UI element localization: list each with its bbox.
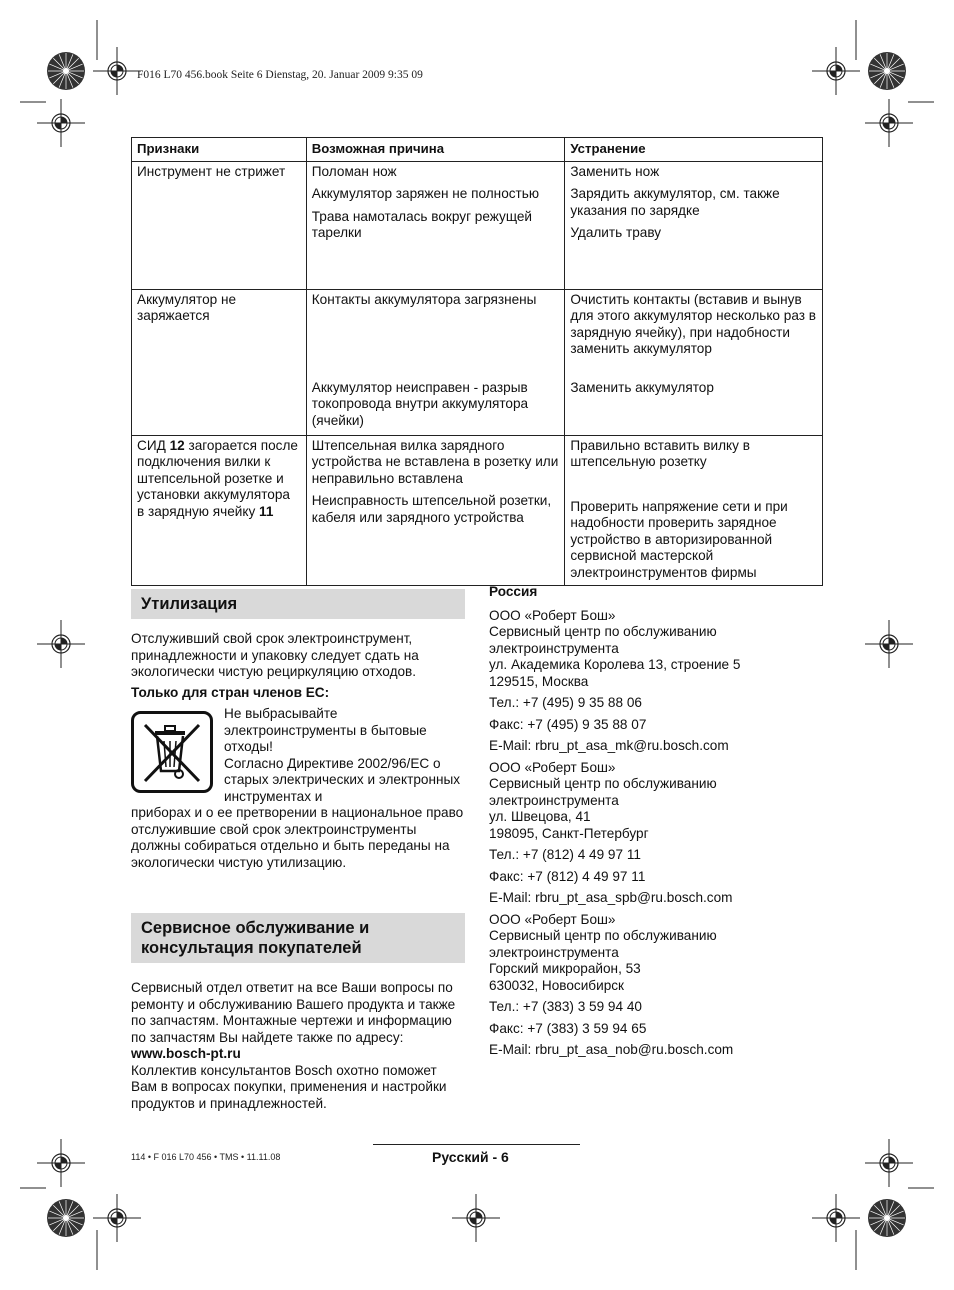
symptom-text: Аккумулятор не заряжается xyxy=(137,291,237,323)
column-header-symptoms: Признаки xyxy=(132,138,307,162)
led-number: 12 xyxy=(169,437,185,453)
fix-cell xyxy=(565,435,823,586)
company-name: ООО «Роберт Бош» xyxy=(489,607,616,623)
russia-service-centers xyxy=(489,584,823,1059)
symptom-cell xyxy=(132,161,307,289)
fix-cell xyxy=(565,161,823,289)
center-name: Сервисный центр по обслуживанию электроинструмента xyxy=(489,928,717,960)
fix-text: Проверить напряжение сети и при надобности проверить зарядное устройство в авторизированной сервисной мастерской электроинструментов фирмы xyxy=(570,498,788,580)
symptom-text: Инструмент не стрижет xyxy=(137,163,286,179)
footer-divider xyxy=(373,1144,580,1145)
service-section xyxy=(131,913,465,1112)
table-header-row xyxy=(132,138,823,162)
cause-text: Штепсельная вилка зарядного устройства не вставлена в розетку или неправильно вставлена xyxy=(311,437,559,486)
weee-continued: приборах и о ее претворении в национальное право отслужившие свой срок электроинструменты должны собираться отдельно и быть переданы на экологически чистую утилизацию. xyxy=(131,805,464,870)
fix-cell xyxy=(565,289,823,435)
fax-number: Факс: +7 (495) 9 35 88 07 xyxy=(489,716,647,732)
weee-warning: Не выбрасывайте электроинструменты в бытовые отходы! xyxy=(224,706,427,754)
fix-text: Заменить аккумулятор xyxy=(570,379,714,395)
fix-text: Удалить траву xyxy=(570,225,662,240)
service-heading-line: Сервисное обслуживание и xyxy=(141,919,370,937)
street-address: ул. Академика Королева 13, строение 5 xyxy=(489,657,741,672)
symptom-cell xyxy=(132,435,307,586)
cause-text: Трава намоталась вокруг режущей тарелки xyxy=(311,208,532,240)
phone-number: Тел.: +7 (812) 4 49 97 11 xyxy=(489,847,641,862)
cause-cell xyxy=(306,435,565,586)
table-row xyxy=(132,161,823,289)
fix-text: Заменить нож xyxy=(570,163,660,179)
charger-slot-number: 11 xyxy=(259,503,274,519)
service-intro: Сервисный отдел ответит на все Ваши вопросы по ремонту и обслуживанию Вашего продукта и также по запчастям. Монтажные чертежи и информацию по запчастям Вы найдете также по адресу: xyxy=(131,980,456,1045)
print-header: F016 L70 456.book Seite 6 Dienstag, 20. Januar 2009 9:35 09 xyxy=(137,69,423,81)
email-address[interactable]: E-Mail: rbru_pt_asa_nob@ru.bosch.com xyxy=(489,1042,734,1057)
service-center-spb xyxy=(489,760,823,907)
symptom-text-part: загорается после подключения вилки к штепсельной розетке и установки аккумулятора в зарядную ячейку xyxy=(137,437,298,519)
street-address: ул. Швецова, 41 xyxy=(489,809,591,824)
fix-text: Очистить контакты (вставив и вынув для этого аккумулятор несколько раз в зарядную ячейку), при надобности заменить аккумулятор xyxy=(570,291,816,356)
eu-heading: Только для стран членов ЕС: xyxy=(131,684,330,700)
symptom-text-part: СИД xyxy=(137,437,170,453)
troubleshooting-table xyxy=(131,137,823,586)
table-row xyxy=(132,435,823,586)
page-number: Русский - 6 xyxy=(432,1149,509,1165)
phone-number: Тел.: +7 (383) 3 59 94 40 xyxy=(489,999,642,1014)
cause-text: Контакты аккумулятора загрязнены xyxy=(311,291,537,307)
cause-text: Аккумулятор заряжен не полностью xyxy=(311,186,540,201)
document-code: 114 • F 016 L70 456 • TMS • 11.11.08 xyxy=(131,1152,281,1162)
symptom-cell xyxy=(132,289,307,435)
company-name: ООО «Роберт Бош» xyxy=(489,911,616,927)
service-consult: Коллектив консультантов Bosch охотно поможет Вам в вопросах покупки, применения и настройки продуктов и принадлежностей. xyxy=(131,1062,447,1111)
phone-number: Тел.: +7 (495) 9 35 88 06 xyxy=(489,695,642,710)
city-address: 198095, Санкт-Петербург xyxy=(489,825,649,841)
service-center-novosibirsk xyxy=(489,912,823,1059)
email-address[interactable]: E-Mail: rbru_pt_asa_mk@ru.bosch.com xyxy=(489,738,729,753)
column-header-cause: Возможная причина xyxy=(306,138,565,162)
city-address: 630032, Новосибирск xyxy=(489,977,624,993)
center-name: Сервисный центр по обслуживанию электроинструмента xyxy=(489,624,717,656)
cause-cell xyxy=(306,289,565,435)
service-center-moscow xyxy=(489,608,823,755)
cause-text: Аккумулятор неисправен - разрыв токопровода внутри аккумулятора (ячейки) xyxy=(311,379,529,428)
email-address[interactable]: E-Mail: rbru_pt_asa_spb@ru.bosch.com xyxy=(489,890,733,905)
city-address: 129515, Москва xyxy=(489,673,589,689)
symptom-text xyxy=(137,438,301,521)
table-row xyxy=(132,289,823,435)
fax-number: Факс: +7 (383) 3 59 94 65 xyxy=(489,1020,647,1036)
street-address: Горский микрорайон, 53 xyxy=(489,961,641,976)
company-name: ООО «Роберт Бош» xyxy=(489,759,616,775)
cause-cell xyxy=(306,161,565,289)
cause-text: Поломан нож xyxy=(311,163,397,179)
service-heading xyxy=(131,913,465,963)
website-link[interactable]: www.bosch-pt.ru xyxy=(131,1046,241,1061)
fix-text: Зарядить аккумулятор, см. также указания по зарядке xyxy=(570,186,780,218)
column-header-fix: Устранение xyxy=(565,138,823,162)
center-name: Сервисный центр по обслуживанию электроинструмента xyxy=(489,776,717,808)
cause-text: Неисправность штепсельной розетки, кабеля или зарядного устройства xyxy=(311,493,552,525)
service-heading-line: консультация покупателей xyxy=(141,939,362,957)
disposal-intro: Отслуживший свой срок электроинструмент, принадлежности и упаковку следует сдать на экологически чистую рециркуляцию отходов. xyxy=(131,631,419,679)
weee-directive: Согласно Директиве 2002/96/ЕС о старых электрических и электронных инструментах и xyxy=(224,755,461,804)
crossed-bin-icon xyxy=(131,711,213,793)
fax-number: Факс: +7 (812) 4 49 97 11 xyxy=(489,868,646,884)
disposal-heading: Утилизация xyxy=(131,589,465,619)
country-heading: Россия xyxy=(489,584,538,599)
fix-text: Правильно вставить вилку в штепсельную розетку xyxy=(570,437,750,469)
